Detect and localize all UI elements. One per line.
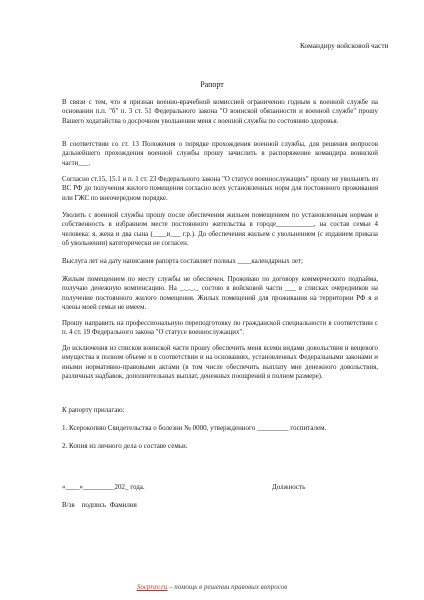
addressee: Командиру войсковой части xyxy=(300,41,389,50)
paragraph-allowances: До исключения из списков воинской части прошу обеспечить меня всеми видами довольствия и вещевого имущества в полном объеме и в соответствии и на основаниях, установленных Федеральными законами и иными нормативно-правовыми актами (в том числе обеспечить выплату мне денежного довольствия, различных надбавок, дополнительных выплат, денежных поощрений в полном размере). xyxy=(62,345,378,381)
signature-rank-line: В/зв подпись Фамилия xyxy=(62,501,137,509)
footer xyxy=(0,583,424,591)
footer-tagline: – помощь в решении правовых вопросов xyxy=(167,583,288,591)
signature-date: «____»_________202_ года. xyxy=(62,483,145,491)
paragraph-housing-law: Согласно ст.15, 15.1 и п. 1 ст. 23 Федерального закона "О статусе военнослужащих" прошу не увольнять из ВС РФ до получения жилого помещения согласно всех установленных норм для постоянного проживания или ГЖС по внеочередном порядке. xyxy=(62,176,378,202)
attachment-item-2: 2. Копия из личного дела о составе семьи. xyxy=(62,442,188,450)
attachments-intro: К рапорту прилагаю: xyxy=(62,406,125,414)
paragraph-dismissal-condition: Уволить с военной службы прошу после обеспечения жильем помещением по установленным нормам в собственность в избранном месте постоянного жительства в городе___________, на состав семьи 4 человека: я, жена и два сына (____и___ г.р.). До обеспечения жильем с увольнением (с изданием приказа об увольнении) категорически не согласен. xyxy=(62,212,378,248)
paragraph-disposal: В соответствии со ст. 13 Положения о порядке прохождения военной службы, для решения вопросов дальнейшего прохождения военной службы прошу зачислить в распоряжение командира воинской части___. xyxy=(62,141,378,167)
paragraph-health: В связи с тем, что я признан военно-врачебной комиссией ограниченно годным к военной службе на основании п.п. "б" п. 3 ст. 51 Федерального закона "О воинской обязанности и военной службе" прошу Вашего ходатайства о досрочном увольнении меня с военной службы по состоянию здоровья. xyxy=(62,99,378,125)
footer-site-link[interactable]: Socprav.ru xyxy=(136,583,168,591)
paragraph-retraining: Прошу направить на профессиональную переподготовку по гражданской специальности в соответствии с п. 4 ст. 19 Федерального закона "О статусе военнослужащих". xyxy=(62,320,378,337)
signature-position: Должность xyxy=(272,483,306,491)
paragraph-housing-status: Жилым помещением по месту службы не обеспечен. Проживаю по договору коммерческого подnaйма, получаю денежную компенсацию. На _._._._ состою в войсковой части ___ в списках очередников на получение постоянного жилого помещения. Жилых помещений для проживания на территории РФ я и члены моей семьи не имеем. xyxy=(62,276,378,312)
document-title: Рапорт xyxy=(200,80,224,89)
paragraph-service-length: Выслуга лет на дату написания рапорта составляет полных ____календарных лет; xyxy=(62,258,303,265)
attachment-item-1: 1. Ксерокопию Свидетельства о болезни № 0000, утвержденного _________ госпиталем. xyxy=(62,424,327,432)
